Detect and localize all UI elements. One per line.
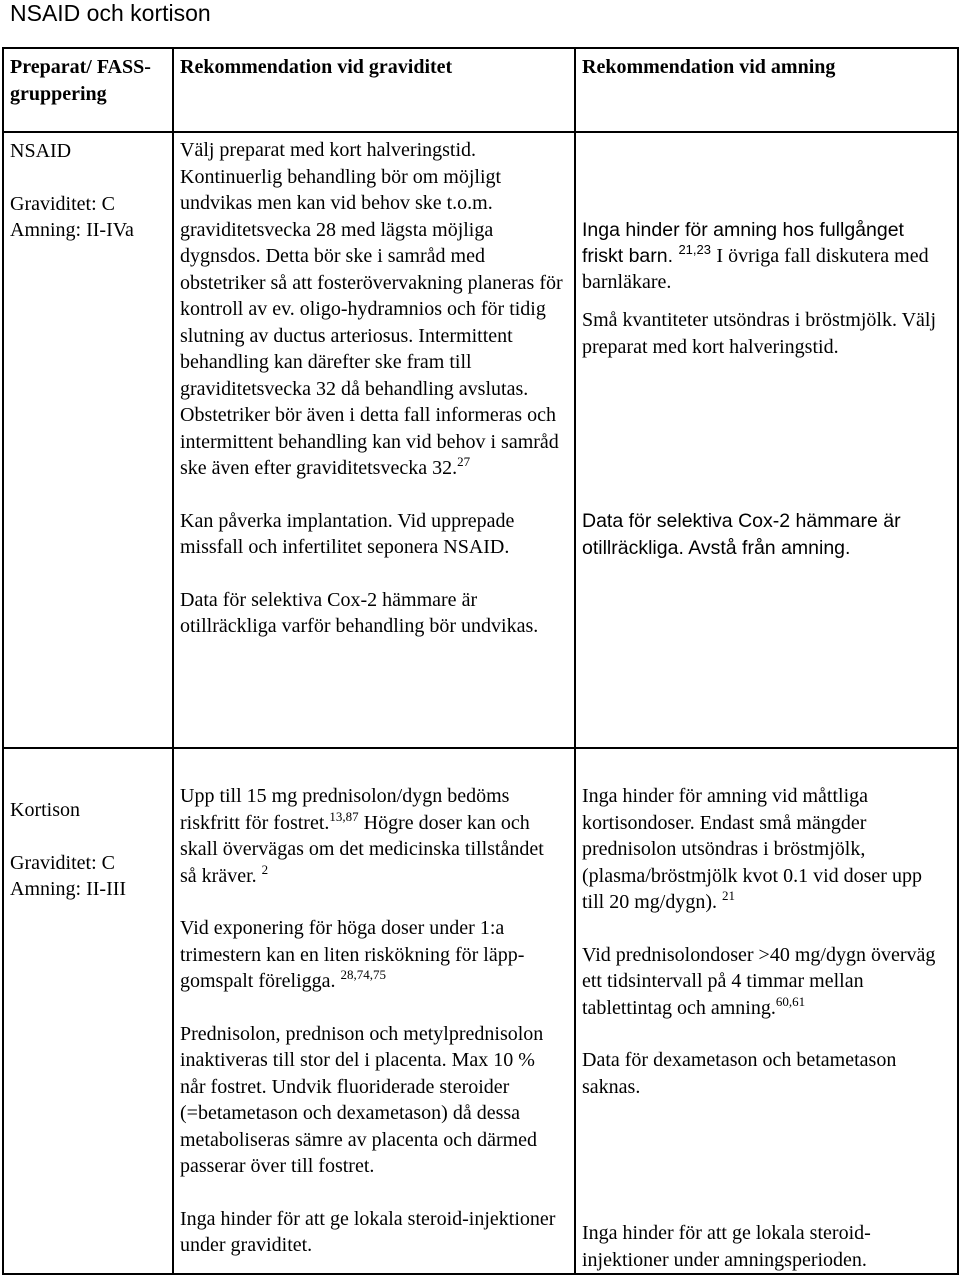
nsaid-cox2-breastfeeding-text: Data för selektiva Cox-2 hämmare är otillräckliga. Avstå från amning.: [582, 510, 901, 559]
kortison-pregnancy-class: Graviditet: C: [10, 851, 115, 874]
nsaid-implantation-text: Kan påverka implantation. Vid upprepade missfall och infertilitet seponera NSAID.: [180, 509, 515, 558]
kortison-injection-breastfeeding-text: Inga hinder för att ge lokala steroid-injektioner under amningsperioden.: [582, 1222, 871, 1271]
header-breastfeeding: Rekommendation vid amning: [575, 48, 958, 132]
nsaid-breastfeeding-text: Inga hinder för amning hos fullgånget friskt barn. $^{21,23}$ I övriga fall diskutera med barnläkare.: [582, 219, 929, 293]
reference: 21: [722, 888, 735, 903]
drug-name-kortison: Kortison: [10, 799, 80, 821]
nsaid-cox2-pregnancy-text: Data för selektiva Cox-2 hämmare är otillräckliga varför behandling bör undvikas.: [180, 588, 539, 637]
kortison-breastfeeding-class: Amning: II-III: [10, 878, 127, 900]
kortison-dexametason-text: Data för dexametason och betametason saknas.: [582, 1049, 897, 1098]
reference: 60,61: [775, 993, 806, 1009]
kortison-injection-pregnancy-text: Inga hinder för att ge lokala steroid-injektioner under graviditet.: [180, 1207, 556, 1256]
kortison-placenta-text: Prednisolon, prednison och metylprednisolon inaktiveras till stor del i placenta. Max 10 % når fostret. Undvik fluoriderade steroider (=betametason och dexametason) då dessa metaboliseras sämre av placenta och därmed passerar över till fostret.: [180, 1022, 544, 1177]
reference: 28,74,75: [340, 967, 387, 982]
kortison-interval-text: Vid prednisolondoser >40 mg/dygn överväg ett tidsintervall på 4 timmar mellan tablettintag och amning.$^{60,61}$: [582, 943, 936, 1019]
table-row-nsaid: [3, 132, 958, 748]
header-pregnancy: Rekommendation vid graviditet: [173, 48, 575, 132]
page-title: NSAID och kortison: [10, 0, 211, 26]
nsaid-breastfeeding-class: Amning: II-IVa: [10, 219, 134, 241]
kortison-trimester-text: Vid exponering för höga doser under 1:a trimestern kan en liten riskökning för läpp-gomspalt föreligga. $^{28,74,75}$: [180, 917, 525, 992]
reference: 27: [457, 454, 471, 469]
nsaid-pregnancy-class: Graviditet: C: [10, 192, 115, 215]
kortison-breastfeeding-text: Inga hinder för amning vid måttliga kortisondoser. Endast små mängder prednisolon utsöndras i bröstmjölk, (plasma/bröstmjölk kvot 0.1 vid doser upp till 20 mg/dygn). $^{21}$: [582, 785, 922, 913]
drug-name-nsaid: NSAID: [10, 140, 72, 162]
table-row-kortison: [3, 748, 958, 1274]
reference: 13,87: [329, 808, 359, 824]
kortison-dose-text: Upp till 15 mg prednisolon/dygn bedöms riskfritt för fostret.$^{13,87}$ Högre doser kan och skall övervägas om det medicinska tillståndet så kräver. $^2$: [180, 785, 544, 887]
reference: 21,23: [678, 242, 711, 257]
recommendation-table: [2, 47, 959, 1275]
nsaid-milk-text: Små kvantiteter utsöndras i bröstmjölk. Välj preparat med kort halveringstid.: [582, 309, 937, 358]
header-preparat: Preparat/ FASS-gruppering: [3, 48, 173, 132]
table-header-row: [3, 48, 958, 132]
nsaid-pregnancy-text: Välj preparat med kort halveringstid. Kontinuerlig behandling bör om möjligt undvikas men kan vid behov ske t.o.m. graviditetsvecka 28 med lägsta möjliga dygnsdos. Detta bör ske i samråd med obstetriker så att fosterövervakning planeras för kontroll av ev. oligo-hydramnios och för tidig slutning av ductus arteriosus. Intermittent behandling kan därefter ske fram till graviditetsvecka 32 då behandling avslutas. Obstetriker bör även i detta fall informeras och intermittent behandling kan vid behov i samråd ske även efter graviditetsvecka 32.27: [180, 139, 563, 479]
reference: 2: [261, 861, 269, 877]
